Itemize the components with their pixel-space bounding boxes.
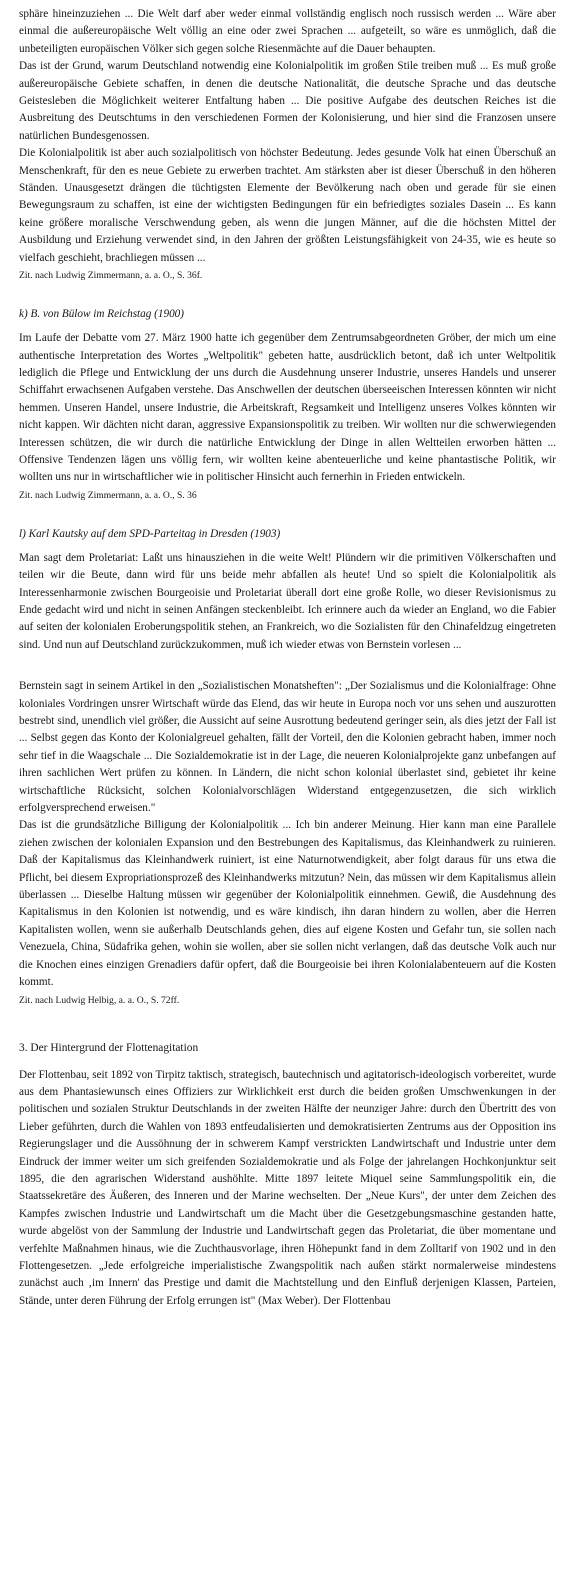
opening-quote-block — [19, 6, 556, 284]
citation: Zit. nach Ludwig Zimmermann, a. a. O., S. 36 — [19, 489, 197, 501]
section-kautsky — [19, 526, 556, 1009]
paragraph: Man sagt dem Proletariat: Laßt uns hinausziehen in die weite Welt! Plündern wir die primitiven Völkerschaften und teilen wir die Beute, dann wird für uns beide mehr abfallen als heute! Und so spielt die Kolonialpolitik als Interessenharmonie zwischen Bourgeoisie und Proletariat überall dort eine große Rolle, wo dieser Revisionismus zu Ende gedacht wird und nicht in seinen Anfängen steckenbleibt. Ich erinnere auch da wieder an England, wo die Fabier auf seiten der kolonialen Eroberungspolitik stehen, an Frankreich, wo die Sozialisten für den Chinafeldzug eingetreten sind. Und nun auf Deutschland zurückzukommen, muß ich wieder etwas von Bernstein vorlesen ... — [19, 551, 556, 651]
paragraph: Das ist die grundsätzliche Billigung der Kolonialpolitik ... Ich bin anderer Meinung. Hier kann man eine Parallele ziehen zwischen der kolonialen Expansion und den Bestrebungen des Kapitalismus, das Kleinhandwerk zu ruinieren. Daß der Kapitalismus das Kleinhandwerk ruiniert, ist eine Naturnotwendigkeit, aber folgt daraus für uns etwa die Pflicht, bei diesem Expropriationsprozeß des Kleinhandwerks mitzutun? Nein, das müssen wir dem Kapitalismus allein überlassen ... Dieselbe Haltung müssen wir gegenüber der Kolonialpolitik einnehmen. Gewiß, die Ausdehnung des Kapitalismus in den Kolonien ist notwendig, und es wäre kindisch, ihn daran hindern zu wollen, aber die Herren Kapitalisten wollen, wenn sie außerhalb Deutschlands gehen, dies auf eigene Kosten und Gefahr tun, sie sollen nach Venezuela, China, Südafrika gehen, wohin sie wollen, aber sie sollen nicht verlangen, daß das deutsche Volk auch nur die Knochen eines einzigen Grenadiers dafür opfert, daß die Bourgeoisie bei ihren Kolonialabenteuern auf die Kosten kommt. — [19, 819, 556, 989]
citation: Zit. nach Ludwig Zimmermann, a. a. O., S. 36f. — [19, 270, 203, 282]
section-buelow — [19, 306, 556, 504]
section-heading: k) B. von Bülow im Reichstag (1900) — [19, 308, 184, 321]
quoted-paragraph: Bernstein sagt in seinem Artikel in den „Sozialistischen Monatsheften": „Der Sozialismus und die Kolonialfrage: Ohne koloniales Vordringen unsrer Wirtschaft würde das Elend, das wir heute in Europa noch vor uns sehen und auszurotten bestrebt sind, unendlich viel größer, die Aussicht auf seine Ausrottung bedeutend geringer sein, als dies jetzt der Fall ist ... Selbst gegen das Konto der Kolonialgreuel gehalten, fällt der Vorteil, den die Kolonien gebracht haben, immer noch sehr tief in die Waagschale ... Die Sozialdemokratie ist in der Lage, die neueren Kolonialprojekte ganz unbefangen auf ihren sachlichen Wert prüfen zu können. In Ländern, die nicht schon kolonial überlastet sind, gebietet ihr keine wirtschaftliche Rücksicht, solchen Kolonialvorschlägen Widerstand entgegenzusetzen, die sich wirklich erfolgversprechend erweisen." — [19, 680, 556, 815]
paragraph: Das ist der Grund, warum Deutschland notwendig eine Kolonialpolitik im großen Stile treiben muß ... Es muß große außereuropäische Gebiete schaffen, in denen die deutsche Nationalität, die deutsche Sprache und das deutsche Geistesleben die Möglichkeit weiterer Entfaltung haben ... Die positive Aufgabe des deutschen Reiches ist die Ausbreitung des Deutschtums in den verschiedenen Formen der Kolonisierung, und hier sind die Franzosen unsere natürlichen Bundesgenossen. — [19, 60, 556, 142]
paragraph: Der Flottenbau, seit 1892 von Tirpitz taktisch, strategisch, bautechnisch und agitatorisch-ideologisch vorbereitet, wurde aus dem Phantasiewunsch eines Offiziers zur Wirklichkeit erst durch die beiden großen Umschwenkungen in der politischen und sozialen Struktur Deutschlands in der zweiten Hälfte der neunziger Jahre: durch den Übertritt des von Lieber geführten, durch die Wahlen von 1893 entfeudalisierten und demokratisierten Zentrums aus der Opposition ins Regierungslager und die Aussöhnung der in schwerem Kampf verstrickten Landwirtschaft und Industrie unter dem Eindruck der immer weiter um sich greifenden Sozialdemokratie und als Folge der jahrelangen Hochkonjunktur seit 1895, die den agrarischen Widerstand aushöhlte. Mitte 1897 leitete Miquel seine Sammlungspolitik ein, die Staatssekretäre des Äußeren, des Inneren und der Marine wechselten. Der „Neue Kurs", der unter dem Zeichen des Kampfes zwischen Industrie und Landwirtschaft um die Macht über die Gesetzgebungsmaschine gestanden hatte, wurde abgelöst von der Sammlung der Industrie und Landwirtschaft gegen das Proletariat, die über momentane und verfehlte Maßnahmen hinaus, wie die Zuchthausvorlage, ihren Höhepunkt fand in dem Zolltarif von 1902 und in den Flottengesetzen. „Jede erfolgreiche imperialistische Zwangspolitik nach außen stärkt normalerweise mindestens zunächst auch ‚im Innern' das Prestige und damit die Machtstellung und den Einfluß derjenigen Klassen, Parteien, Stände, unter deren Führung der Erfolg errungen ist" (Max Weber). Der Flottenbau — [19, 1068, 556, 1307]
paragraph: sphäre hineinzuziehen ... Die Welt darf aber weder einmal vollständig englisch noch russisch werden ... Wäre aber einmal die außereuropäische Welt völlig an eine oder zwei Sprachen ... aufgeteilt, so wäre es unmöglich, daß die unbeteiligten europäischen Völker sich gegen solche Riesenmächte auf die Dauer behaupten. — [19, 8, 556, 55]
section-heading: l) Karl Kautsky auf dem SPD-Parteitag in Dresden (1903) — [19, 527, 281, 540]
chapter-heading: 3. Der Hintergrund der Flottenagitation — [19, 1041, 199, 1054]
paragraph: Im Laufe der Debatte vom 27. März 1900 hatte ich gegenüber dem Zentrumsabgeordneten Gröber, der mich um eine authentische Interpretation des Wortes „Weltpolitik" gebeten hatte, ausdrücklich betont, daß ich unter Weltpolitik lediglich die Pflege und Entwicklung der uns durch die Ausdehnung unserer Industrie, unseres Handels und unserer Schiffahrt erwachsenen Aufgaben verstehe. Das Anschwellen der deutschen überseeischen Interessen könnten wir nicht hemmen. Unseren Handel, unsere Industrie, die Arbeitskraft, Regsamkeit und Intelligenz unseres Volkes könnten wir nicht kappen. Wir dächten nicht daran, aggressive Expansionspolitik zu treiben. Wir wollten nur die schwerwiegenden Interessen schützen, die wir durch die natürliche Entwicklung der Dinge in allen Weltteilen erworben hätten ... Offensive Tendenzen lägen uns völlig fern, wir wollten keine abenteuerliche und keine phantastische Politik, wir wollten uns nur in wirtschaftlicher wie in politischer Hinsicht auch fernerhin in Frieden entwickeln. — [19, 332, 556, 484]
chapter-flottenagitation — [19, 1040, 556, 1311]
citation: Zit. nach Ludwig Helbig, a. a. O., S. 72ff. — [19, 994, 180, 1006]
book-page — [19, 6, 556, 1310]
paragraph: Die Kolonialpolitik ist aber auch sozialpolitisch von höchster Bedeutung. Jedes gesunde Volk hat einen Überschuß an Menschenkraft, für den es neue Gebiete zu erwerben trachtet. Am stärksten aber ist dieser Überschuß in den höheren Ständen. Unausgesetzt drängen die tüchtigsten Elemente der Bevölkerung nach oben und gerade für sie einen Bewegungsraum zu schaffen, ist eine der wichtigsten Bedingungen für ein befriedigtes soziales Dasein ... Es kann keine größere moralische Verschwendung geben, als wenn die jungen Männer, auf die die höchsten Mittel der Ausbildung und Erziehung verwendet sind, in den Jahren der größten Leistungsfähigkeit von 24-35, wie es heute so vielfach geschieht, brachliegen müssen ... — [19, 147, 556, 264]
